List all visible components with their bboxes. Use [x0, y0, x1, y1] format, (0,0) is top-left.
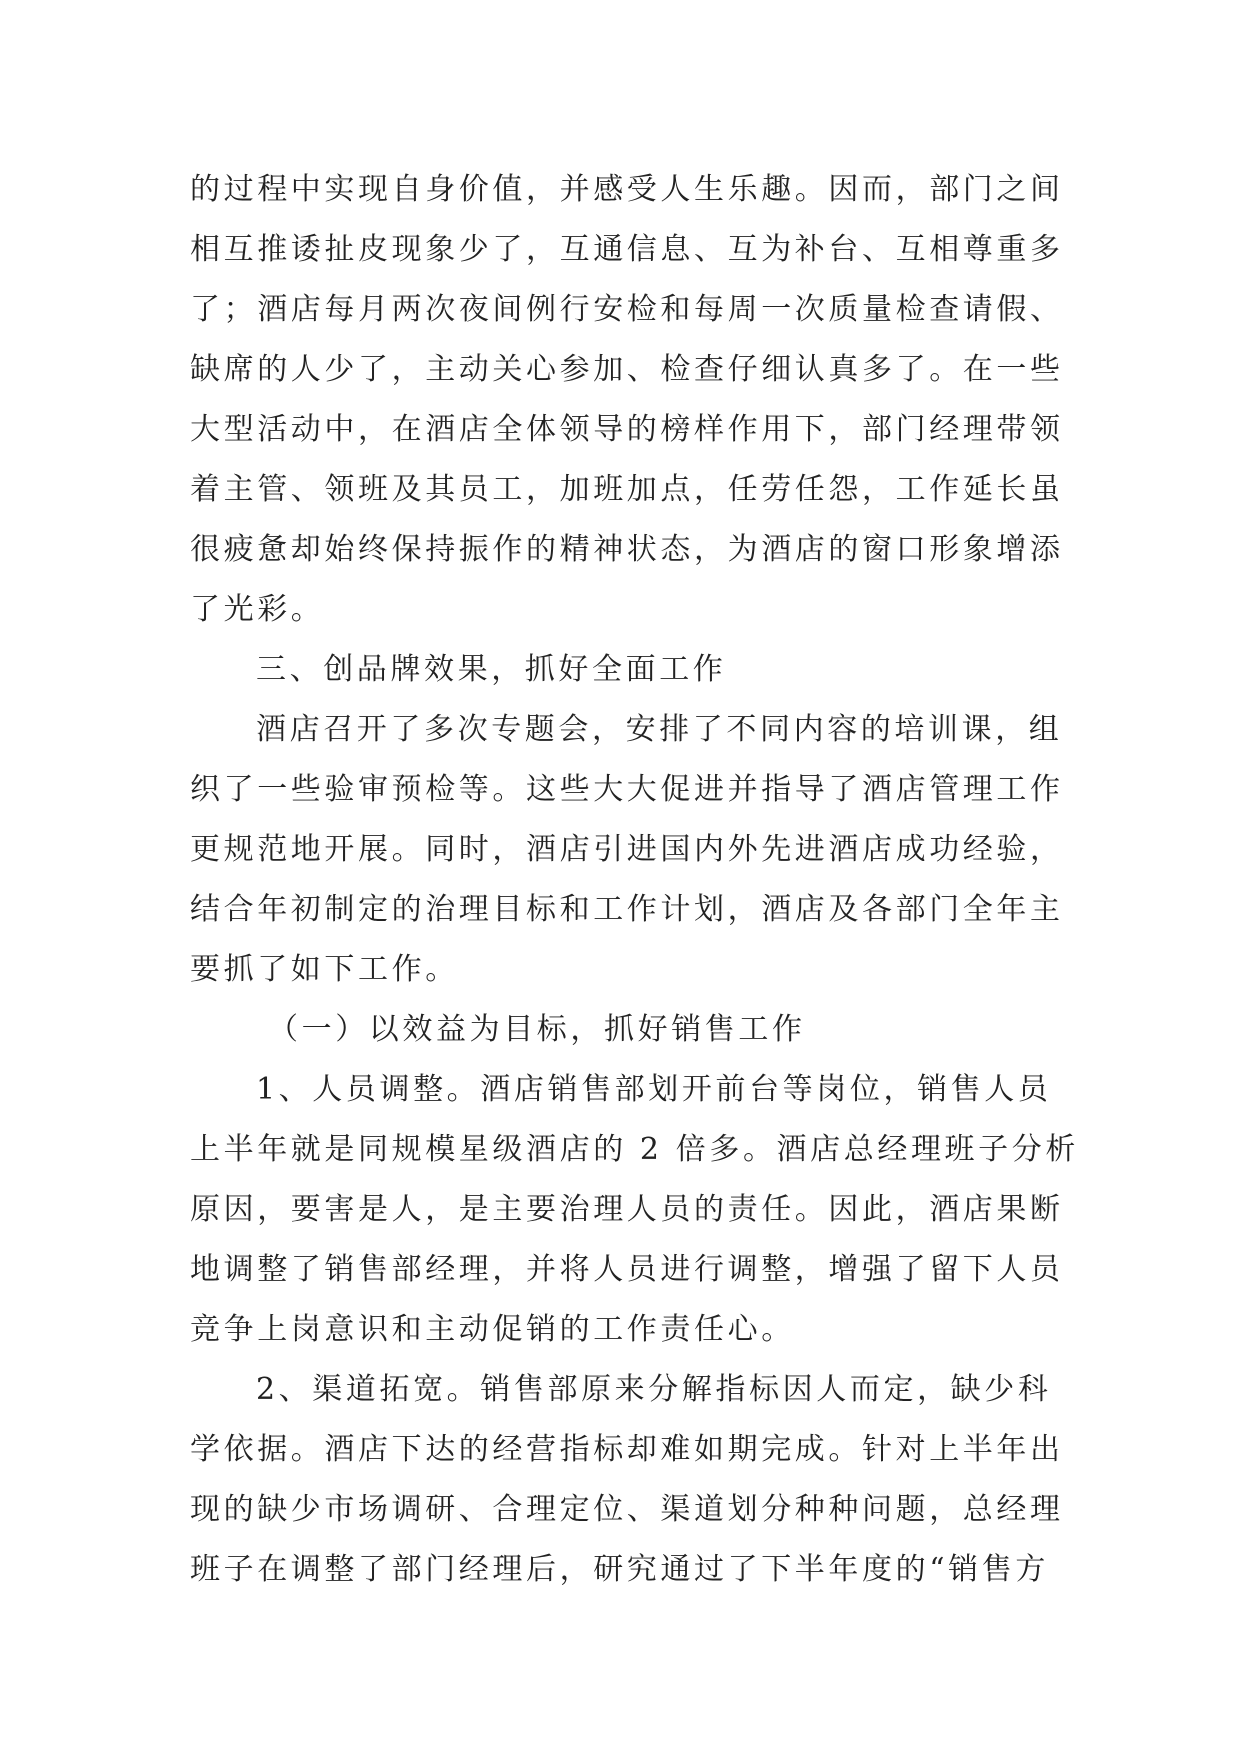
paragraph-line: 2、渠道拓宽。销售部原来分解指标因人而定，缺少科: [256, 1372, 1052, 1407]
paragraph-line: 要抓了如下工作。: [190, 952, 459, 987]
paragraph-line: 的过程中实现自身价值，并感受人生乐趣。因而，部门之间: [190, 172, 1064, 207]
paragraph-line: 织了一些验审预检等。这些大大促进并指导了酒店管理工作: [190, 772, 1064, 807]
paragraph-line: 竞争上岗意识和主动促销的工作责任心。: [190, 1312, 795, 1347]
paragraph-line: 原因，要害是人，是主要治理人员的责任。因此，酒店果断: [190, 1192, 1064, 1227]
document-body: [190, 160, 1079, 1600]
paragraph-line: 了；酒店每月两次夜间例行安检和每周一次质量检查请假、: [190, 292, 1064, 327]
paragraph-line: 酒店召开了多次专题会，安排了不同内容的培训课，组: [256, 712, 1063, 747]
subsection-heading: （一）以效益为目标，抓好销售工作: [268, 1012, 806, 1047]
paragraph-line: 结合年初制定的治理目标和工作计划，酒店及各部门全年主: [190, 892, 1064, 927]
paragraph-line: 缺席的人少了，主动关心参加、检查仔细认真多了。在一些: [190, 352, 1064, 387]
paragraph-line: 上半年就是同规模星级酒店的 2 倍多。酒店总经理班子分析: [190, 1132, 1079, 1167]
paragraph-line: 着主管、领班及其员工，加班加点，任劳任怨，工作延长虽: [190, 472, 1064, 507]
section-heading: 三、创品牌效果，抓好全面工作: [256, 652, 727, 687]
paragraph-line: 地调整了销售部经理，并将人员进行调整，增强了留下人员: [190, 1252, 1064, 1287]
paragraph-line: 了光彩。: [190, 592, 325, 627]
paragraph-line: 很疲惫却始终保持振作的精神状态，为酒店的窗口形象增添: [190, 532, 1064, 567]
paragraph-line: 大型活动中，在酒店全体领导的榜样作用下，部门经理带领: [190, 412, 1064, 447]
paragraph-line: 更规范地开展。同时，酒店引进国内外先进酒店成功经验，: [190, 832, 1064, 867]
paragraph-line: 现的缺少市场调研、合理定位、渠道划分种种问题，总经理: [190, 1492, 1064, 1527]
paragraph-line: 1、人员调整。酒店销售部划开前台等岗位，销售人员: [256, 1072, 1052, 1107]
paragraph-line: 班子在调整了部门经理后，研究通过了下半年度的“销售方: [190, 1552, 1049, 1587]
paragraph-line: 相互推诿扯皮现象少了，互通信息、互为补台、互相尊重多: [190, 232, 1064, 267]
paragraph-line: 学依据。酒店下达的经营指标却难如期完成。针对上半年出: [190, 1432, 1064, 1467]
